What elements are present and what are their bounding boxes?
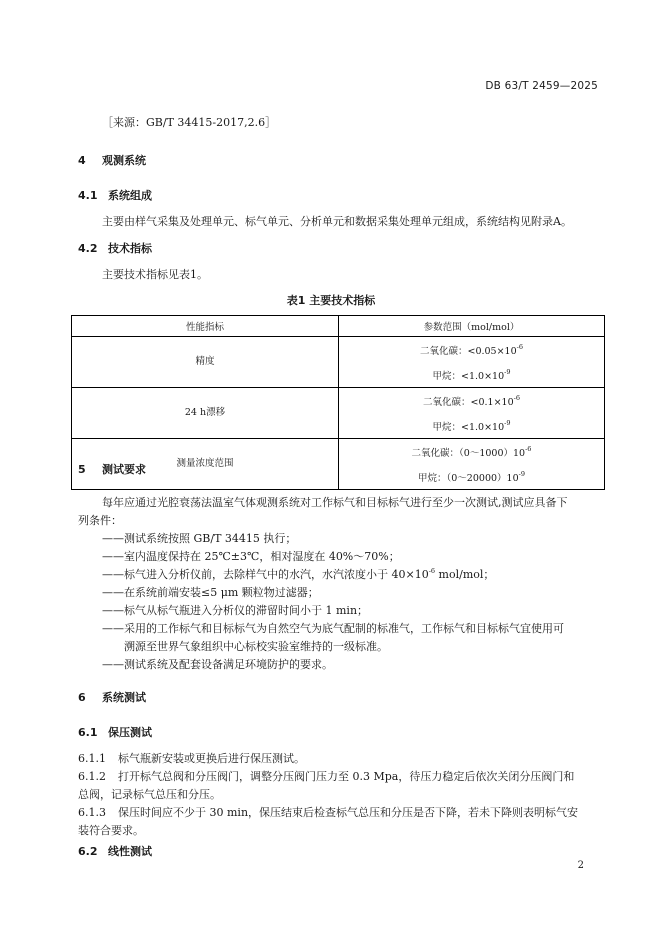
section-number: 4: [78, 154, 86, 167]
source-reference: ［来源：GB/T 34415-2017,2.6］: [102, 116, 277, 129]
clause-6-1-1: 6.1.1 标气瓶新安装或更换后进行保压测试。: [78, 752, 305, 765]
section-number: 6.1: [78, 726, 98, 739]
table-row: [72, 388, 605, 439]
section-5-intro-cont: 列条件：: [78, 514, 122, 527]
table-row: [72, 439, 605, 490]
clause-6-1-3: 6.1.3 保压时间应不少于 30 min，保压结束后检查标气总压和分压是否下降，若未下降则表明标气安: [78, 806, 579, 819]
section-title: 系统组成: [108, 189, 152, 202]
table-cell-metric: 24 h漂移: [72, 388, 339, 439]
section-number: 6: [78, 691, 86, 704]
section-6-2-heading: [78, 843, 152, 859]
section-number: 4.1: [78, 189, 98, 202]
clause-6-1-2: 6.1.2 打开标气总阀和分压阀门，调整分压阀门压力至 0.3 Mpa，待压力稳定后依次关闭分压阀门和: [78, 770, 575, 783]
co2-value: 二氧化碳：$(0\sim 1000)10^{-6}$: [411, 445, 532, 459]
section-4-2-text: 主要技术指标见表1。: [102, 268, 208, 281]
table-cell-range: [339, 337, 605, 388]
section-4-1-text: 主要由样气采集及处理单元、标气单元、分析单元和数据采集处理单元组成，系统结构见附录A。: [102, 215, 572, 228]
section-number: 4.2: [78, 242, 98, 255]
list-item: ——标气进入分析仪前，去除样气中的水汽，水汽浓度小于 $40\times 10^{-6}$ mol/mol；: [102, 567, 495, 581]
co2-value: 二氧化碳：$<0.05\times 10^{-6}$: [419, 343, 523, 357]
list-item: ——标气从标气瓶进入分析仪的滞留时间小于 1 min；: [102, 604, 369, 617]
section-number: 6.2: [78, 845, 98, 858]
clause-6-1-2-cont: 总阀，记录标气总压和分压。: [78, 788, 221, 801]
section-title: 技术指标: [108, 242, 152, 255]
section-6-heading: [78, 689, 146, 705]
document-code-header: DB 63/T 2459—2025: [485, 80, 598, 92]
section-title: 观测系统: [102, 154, 146, 167]
section-4-heading: [78, 152, 146, 168]
section-title: 系统测试: [102, 691, 146, 704]
section-title: 测试要求: [102, 463, 146, 476]
spec-table: [71, 315, 605, 490]
list-item: ——测试系统按照 GB/T 34415 执行；: [102, 532, 297, 545]
page-number: 2: [577, 860, 584, 871]
ch4-value: 甲烷：$(0\sim 20000)10^{-9}$: [418, 470, 525, 484]
list-item: ——采用的工作标气和目标标气为自然空气为底气配制的标准气，工作标气和目标标气宜使用可: [102, 622, 564, 635]
table-caption: 表1 主要技术指标: [286, 294, 376, 307]
table-cell-metric: 测量浓度范围: [72, 439, 339, 490]
section-6-1-heading: [78, 724, 152, 740]
section-5-heading: [78, 461, 146, 477]
section-title: 保压测试: [108, 726, 152, 739]
section-4-2-heading: [78, 240, 152, 256]
table-header-row: [72, 316, 605, 337]
clause-6-1-3-cont: 装符合要求。: [78, 824, 144, 837]
ch4-value: 甲烷：$<1.0\times 10^{-9}$: [432, 419, 511, 433]
table-row: [72, 337, 605, 388]
section-title: 线性测试: [108, 845, 152, 858]
table-cell-metric: 精度: [72, 337, 339, 388]
table-cell-range: [339, 388, 605, 439]
list-item-continuation: 溯源至世界气象组织中心标校实验室维持的一级标准。: [124, 640, 388, 653]
table-header-cell: 参数范围（mol/mol）: [339, 316, 605, 337]
section-4-1-heading: [78, 187, 152, 203]
list-item: ——室内温度保持在 25℃±3℃，相对湿度在 40%～70%；: [102, 550, 400, 563]
list-item: ——在系统前端安装≤5 μm 颗粒物过滤器；: [102, 586, 319, 599]
section-number: 5: [78, 463, 86, 476]
co2-value: 二氧化碳：$<0.1\times 10^{-6}$: [423, 394, 520, 408]
section-5-intro: 每年应通过光腔衰荡法温室气体观测系统对工作标气和目标标气进行至少一次测试,测试应具备下: [102, 496, 568, 509]
list-item: ——测试系统及配套设备满足环境防护的要求。: [102, 658, 333, 671]
ch4-value: 甲烷：$<1.0\times 10^{-9}$: [432, 368, 511, 382]
table-cell-range: [339, 439, 605, 490]
table-header-cell: 性能指标: [72, 316, 339, 337]
